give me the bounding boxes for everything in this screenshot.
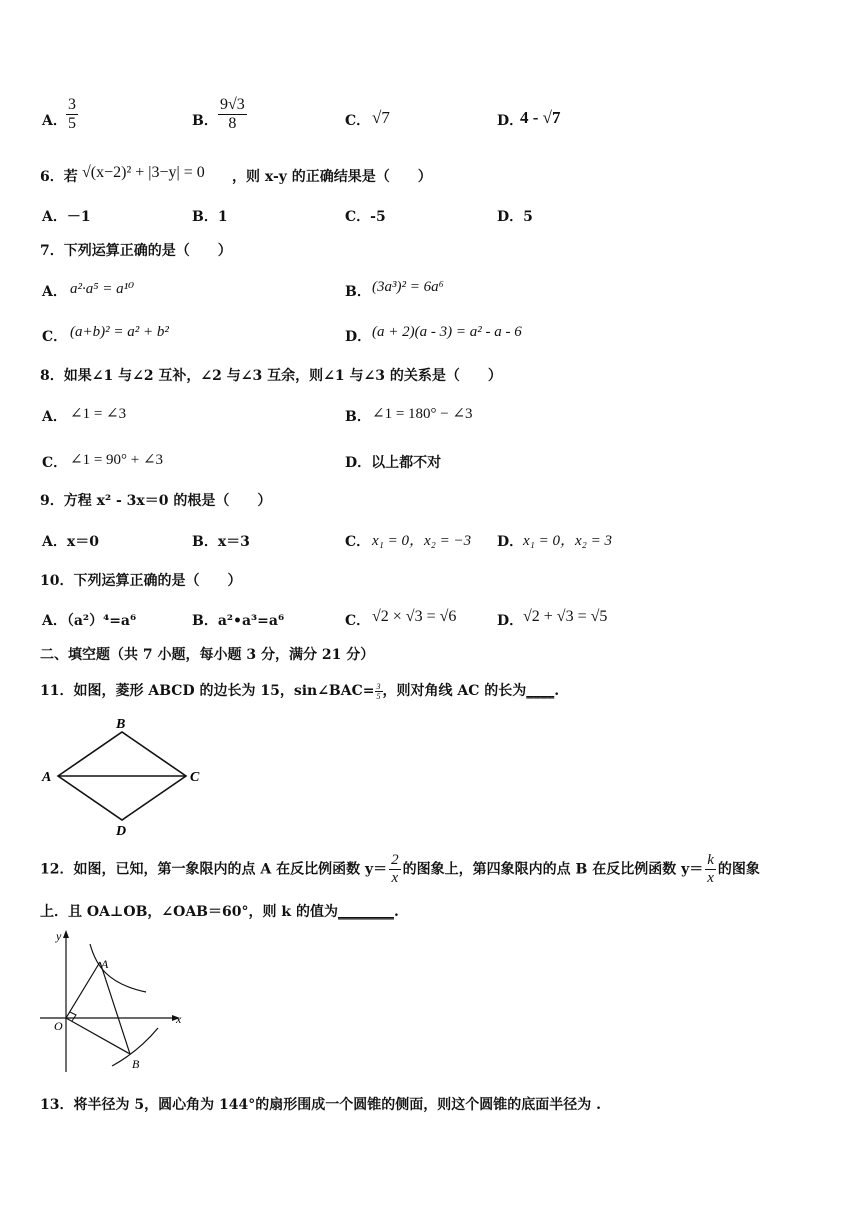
- q9-option-c-expr: x₁ = 0，x₂ = −3: [372, 533, 472, 549]
- q8-option-a-expr: ∠1 = ∠3: [70, 406, 127, 422]
- segment-oa: [66, 962, 100, 1018]
- q10-option-c-expr: √2 × √3 = √6: [372, 608, 457, 625]
- q5-option-a-fraction: $\frac{3}{5}$: [68, 96, 76, 132]
- q7-option-c-expr: (a+b)² = a² + b²: [70, 324, 169, 340]
- q5-option-b-fraction: $\frac{9√3}{8}$: [220, 96, 245, 132]
- q6-option-c: C．-5: [345, 209, 386, 225]
- q10-option-d-expr: √2 + √3 = √5: [523, 608, 608, 625]
- q5-option-c-value: √7: [372, 108, 390, 127]
- q8-option-b-label: B．: [345, 409, 371, 425]
- q7-option-b-label: B．: [345, 284, 371, 300]
- q10-option-d-label: D．: [497, 613, 524, 629]
- q6-stem-expression: √(x−2)² + |3−y| = 0: [82, 164, 205, 181]
- q8-option-c-label: C．: [42, 455, 68, 471]
- q10-stem: 10．下列运算正确的是（ ）: [40, 573, 242, 589]
- q6-option-b: B．1: [192, 209, 228, 225]
- q11-stem-suffix: ，则对角线 AC 的长为: [382, 683, 527, 699]
- q5-option-d-value: 4 - √7: [520, 108, 561, 127]
- axis-label-y: y: [56, 929, 62, 943]
- q6-stem-prefix: 6．若: [40, 169, 78, 185]
- q9-option-c-label: C．: [345, 534, 371, 550]
- q11-stem: [40, 680, 559, 701]
- q11-answer-blank: ____: [526, 683, 555, 699]
- q10-option-c-label: C．: [345, 613, 371, 629]
- q8-stem: 8．如果∠1 与∠2 互补，∠2 与∠3 互余，则∠1 与∠3 的关系是（ ）: [40, 368, 502, 384]
- q13-stem: 13．将半径为 5，圆心角为 144°的扇形围成一个圆锥的侧面，则这个圆锥的底面半径为 .: [40, 1097, 601, 1113]
- q5-option-c-label: C．: [345, 113, 371, 129]
- q12-line2: [40, 901, 399, 921]
- q7-option-d-label: D．: [345, 329, 372, 345]
- q8-option-b-expr: ∠1 = 180° − ∠3: [372, 406, 473, 422]
- q11-rhombus-figure: [36, 712, 216, 840]
- q8-option-c-expr: ∠1 = 90° + ∠3: [70, 452, 164, 468]
- q12-line1: [40, 852, 760, 887]
- point-label-b: B: [132, 1057, 140, 1071]
- q5-option-a-label: A．: [42, 113, 67, 129]
- q11-stem-prefix: 11．如图，菱形 ABCD 的边长为 15，sin∠BAC=: [40, 683, 375, 699]
- q9-option-b: B．x＝3: [192, 534, 250, 550]
- q7-option-d-expr: (a + 2)(a - 3) = a² - a - 6: [372, 324, 522, 340]
- vertex-label-c: C: [190, 770, 200, 785]
- q11-sine-fraction: $\frac{3}{5}$: [376, 681, 381, 701]
- q6-stem-suffix: ，则 x-y 的正确结果是（ ）: [232, 169, 432, 185]
- axis-label-x: x: [176, 1012, 182, 1026]
- q7-option-a-label: A．: [42, 284, 67, 300]
- q7-stem: 7．下列运算正确的是（ ）: [40, 243, 232, 259]
- origin-label: O: [54, 1019, 63, 1033]
- point-label-a: A: [101, 957, 109, 971]
- q12-line1-suffix: 的图象: [717, 861, 760, 878]
- q12-line1-prefix: 12．如图，已知，第一象限内的点 A 在反比例函数 y＝: [40, 861, 388, 878]
- q6-option-a: A．－1: [42, 209, 91, 225]
- q9-option-d-label: D．: [497, 534, 524, 550]
- q10-option-b: B．a²•a³=a⁶: [192, 613, 285, 629]
- q9-option-a: A．x＝0: [42, 534, 99, 550]
- section-heading: 二、填空题（共 7 小题，每小题 3 分，满分 21 分）: [40, 647, 375, 663]
- curve-first-quadrant: [90, 944, 146, 992]
- q11-stem-end: .: [554, 683, 560, 699]
- q5-option-d-label: D．: [497, 113, 524, 129]
- q12-answer-blank: ________: [337, 904, 394, 920]
- q12-function-b: $\frac{k}{x}$: [707, 852, 714, 886]
- q6-option-d: D．5: [497, 209, 533, 225]
- y-axis-arrow: [63, 930, 69, 938]
- q8-option-d: D．以上都不对: [345, 455, 442, 471]
- right-angle-mark: [70, 1012, 76, 1021]
- vertex-label-d: D: [116, 824, 127, 839]
- q12-coordinate-figure: [36, 926, 196, 1076]
- q5-option-b-label: B．: [192, 113, 218, 129]
- q9-option-d-expr: x₁ = 0，x₂ = 3: [523, 533, 612, 549]
- q12-line2-end: .: [393, 904, 399, 920]
- q10-option-a: A．（a²）⁴=a⁶: [42, 613, 137, 629]
- q7-option-b-expr: (3a³)² = 6a⁶: [372, 279, 444, 295]
- vertex-label-a: A: [42, 770, 52, 785]
- q9-stem: 9．方程 x² - 3x＝0 的根是（ ）: [40, 493, 272, 509]
- q8-option-a-label: A．: [42, 409, 67, 425]
- q7-option-c-label: C．: [42, 329, 68, 345]
- q12-function-a: $\frac{2}{x}$: [391, 852, 399, 886]
- q7-option-a-expr: a²·a⁵ = a¹⁰: [70, 281, 135, 297]
- q12-line1-middle: 的图象上，第四象限内的点 B 在反比例函数 y＝: [402, 861, 704, 878]
- q12-line2-text: 上．且 OA⊥OB，∠OAB＝60°，则 k 的值为: [40, 904, 338, 920]
- vertex-label-b: B: [116, 717, 126, 732]
